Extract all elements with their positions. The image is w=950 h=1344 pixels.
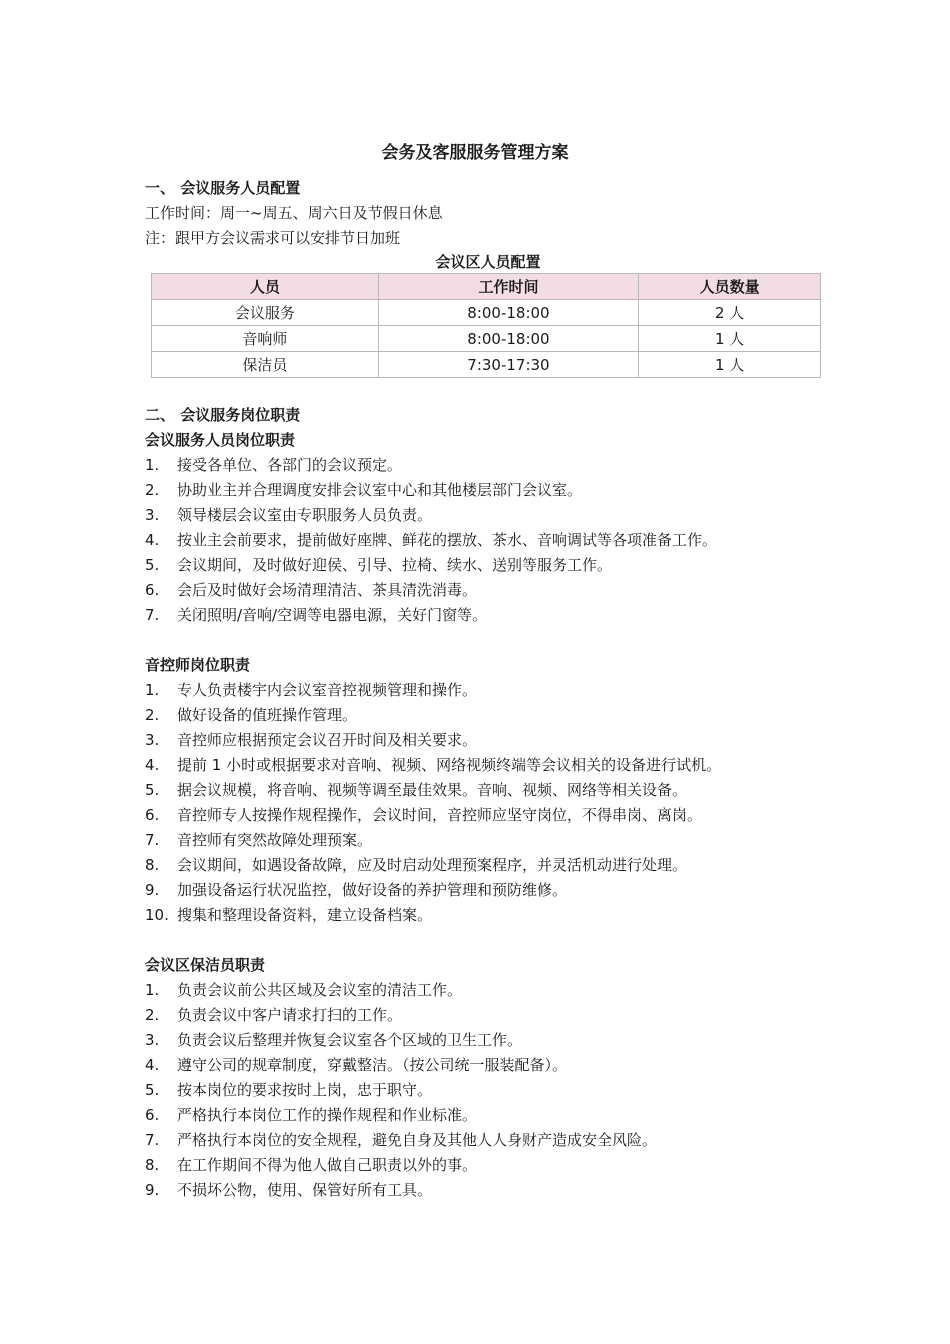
list-item xyxy=(145,1003,825,1028)
list-item-text: 会议期间，及时做好迎侯、引导、拉椅、续水、送别等服务工作。 xyxy=(177,556,613,574)
list-item-text: 音控师有突然故障处理预案。 xyxy=(177,831,373,849)
list-item xyxy=(145,1178,825,1203)
list-item-text: 关闭照明/音响/空调等电器电源，关好门窗等。 xyxy=(177,606,488,624)
duty-group-title: 音控师岗位职责 xyxy=(145,656,251,674)
list-item xyxy=(145,728,825,753)
list-item-number: 8. xyxy=(145,856,160,874)
list-item-text: 音控师应根据预定会议召开时间及相关要求。 xyxy=(177,731,478,749)
list-item-number: 5. xyxy=(145,1081,160,1099)
list-item xyxy=(145,528,825,553)
list-item-text: 提前 1 小时或根据要求对音响、视频、网络视频终端等会议相关的设备进行试机。 xyxy=(177,756,722,774)
list-item xyxy=(145,578,825,603)
list-item xyxy=(145,903,825,928)
list-item-text: 遵守公司的规章制度，穿戴整洁。（按公司统一服装配备）。 xyxy=(177,1056,568,1074)
list-item-number: 6. xyxy=(145,806,160,824)
list-item-text: 不损坏公物，使用、保管好所有工具。 xyxy=(177,1181,433,1199)
table-row xyxy=(152,352,821,378)
list-item-text: 搜集和整理设备资料，建立设备档案。 xyxy=(177,906,433,924)
list-item-number: 7. xyxy=(145,1131,160,1149)
list-item xyxy=(145,703,825,728)
list-item-number: 9. xyxy=(145,1181,160,1199)
note-text: 注：跟甲方会议需求可以安排节日加班 xyxy=(145,229,401,247)
list-item-text: 接受各单位、各部门的会议预定。 xyxy=(177,456,403,474)
table-cell: 8:00-18:00 xyxy=(378,326,639,352)
list-item-text: 负责会议后整理并恢复会议室各个区域的卫生工作。 xyxy=(177,1031,523,1049)
table-caption: 会议区人员配置 xyxy=(435,253,541,271)
table-row xyxy=(152,326,821,352)
list-item xyxy=(145,478,825,503)
table-cell: 8:00-18:00 xyxy=(378,300,639,326)
table-header-cell: 人员数量 xyxy=(639,274,821,300)
list-item-text: 做好设备的值班操作管理。 xyxy=(177,706,358,724)
list-item-text: 按业主会前要求，提前做好座牌、鲜花的摆放、茶水、音响调试等各项准备工作。 xyxy=(177,531,718,549)
list-item-text: 领导楼层会议室由专职服务人员负责。 xyxy=(177,506,433,524)
table-header-row xyxy=(152,274,821,300)
list-item-text: 严格执行本岗位工作的操作规程和作业标准。 xyxy=(177,1106,478,1124)
list-item-number: 7. xyxy=(145,606,160,624)
duty-list xyxy=(145,453,825,628)
list-item-number: 3. xyxy=(145,506,160,524)
duty-group-title: 会议区保洁员职责 xyxy=(145,956,266,974)
list-item-number: 3. xyxy=(145,731,160,749)
table-header-cell: 工作时间 xyxy=(378,274,639,300)
list-item xyxy=(145,553,825,578)
list-item-text: 协助业主并合理调度安排会议室中心和其他楼层部门会议室。 xyxy=(177,481,583,499)
list-item-text: 严格执行本岗位的安全规程，避免自身及其他人人身财产造成安全风险。 xyxy=(177,1131,658,1149)
list-item-text: 会后及时做好会场清理清洁、茶具清洗消毒。 xyxy=(177,581,478,599)
duty-group-meeting-service xyxy=(145,428,825,628)
list-item-number: 2. xyxy=(145,706,160,724)
list-item xyxy=(145,453,825,478)
list-item-text: 在工作期间不得为他人做自己职责以外的事。 xyxy=(177,1156,478,1174)
list-item-number: 4. xyxy=(145,531,160,549)
list-item-text: 按本岗位的要求按时上岗，忠于职守。 xyxy=(177,1081,433,1099)
duty-list xyxy=(145,678,825,928)
list-item-number: 10. xyxy=(145,906,169,924)
list-item-text: 负责会议中客户请求打扫的工作。 xyxy=(177,1006,403,1024)
list-item xyxy=(145,1103,825,1128)
list-item xyxy=(145,978,825,1003)
list-item xyxy=(145,753,825,778)
section-heading: 二、 会议服务岗位职责 xyxy=(145,406,301,424)
table-row xyxy=(152,300,821,326)
list-item-number: 6. xyxy=(145,581,160,599)
section-heading: 一、 会议服务人员配置 xyxy=(145,179,301,197)
list-item-text: 专人负责楼宇内会议室音控视频管理和操作。 xyxy=(177,681,478,699)
list-item-text: 据会议规模，将音响、视频等调至最佳效果。音响、视频、网络等相关设备。 xyxy=(177,781,688,799)
list-item xyxy=(145,1128,825,1153)
list-item xyxy=(145,853,825,878)
work-time-text: 工作时间：周一~周五、周六日及节假日休息 xyxy=(145,204,443,222)
list-item-number: 4. xyxy=(145,756,160,774)
duty-group-title: 会议服务人员岗位职责 xyxy=(145,431,296,449)
list-item-number: 1. xyxy=(145,981,160,999)
list-item-number: 4. xyxy=(145,1056,160,1074)
list-item-number: 9. xyxy=(145,881,160,899)
list-item xyxy=(145,603,825,628)
duty-group-cleaner xyxy=(145,953,825,1203)
table-header-cell: 人员 xyxy=(152,274,379,300)
duty-list xyxy=(145,978,825,1203)
table-cell: 保洁员 xyxy=(152,352,379,378)
list-item-text: 负责会议前公共区域及会议室的清洁工作。 xyxy=(177,981,463,999)
document-body xyxy=(145,176,825,1203)
list-item xyxy=(145,828,825,853)
list-item xyxy=(145,803,825,828)
list-item xyxy=(145,1028,825,1053)
list-item xyxy=(145,1153,825,1178)
table-cell: 会议服务 xyxy=(152,300,379,326)
list-item-number: 6. xyxy=(145,1106,160,1124)
list-item xyxy=(145,878,825,903)
page-title: 会务及客服服务管理方案 xyxy=(381,143,569,163)
list-item-number: 2. xyxy=(145,1006,160,1024)
list-item xyxy=(145,678,825,703)
staff-config-table xyxy=(151,273,821,378)
list-item-text: 会议期间，如遇设备故障，应及时启动处理预案程序，并灵活机动进行处理。 xyxy=(177,856,688,874)
list-item xyxy=(145,778,825,803)
list-item-number: 1. xyxy=(145,681,160,699)
list-item xyxy=(145,1053,825,1078)
list-item-number: 1. xyxy=(145,456,160,474)
table-cell: 1 人 xyxy=(639,352,821,378)
table-cell: 2 人 xyxy=(639,300,821,326)
list-item-text: 加强设备运行状况监控，做好设备的养护管理和预防维修。 xyxy=(177,881,568,899)
table-cell: 音响师 xyxy=(152,326,379,352)
list-item-number: 5. xyxy=(145,781,160,799)
list-item xyxy=(145,1078,825,1103)
list-item-number: 8. xyxy=(145,1156,160,1174)
list-item xyxy=(145,503,825,528)
list-item-number: 2. xyxy=(145,481,160,499)
list-item-number: 3. xyxy=(145,1031,160,1049)
list-item-number: 7. xyxy=(145,831,160,849)
table-cell: 1 人 xyxy=(639,326,821,352)
table-cell: 7:30-17:30 xyxy=(378,352,639,378)
list-item-number: 5. xyxy=(145,556,160,574)
duty-group-audio-engineer xyxy=(145,653,825,928)
list-item-text: 音控师专人按操作规程操作，会议时间，音控师应坚守岗位，不得串岗、离岗。 xyxy=(177,806,703,824)
